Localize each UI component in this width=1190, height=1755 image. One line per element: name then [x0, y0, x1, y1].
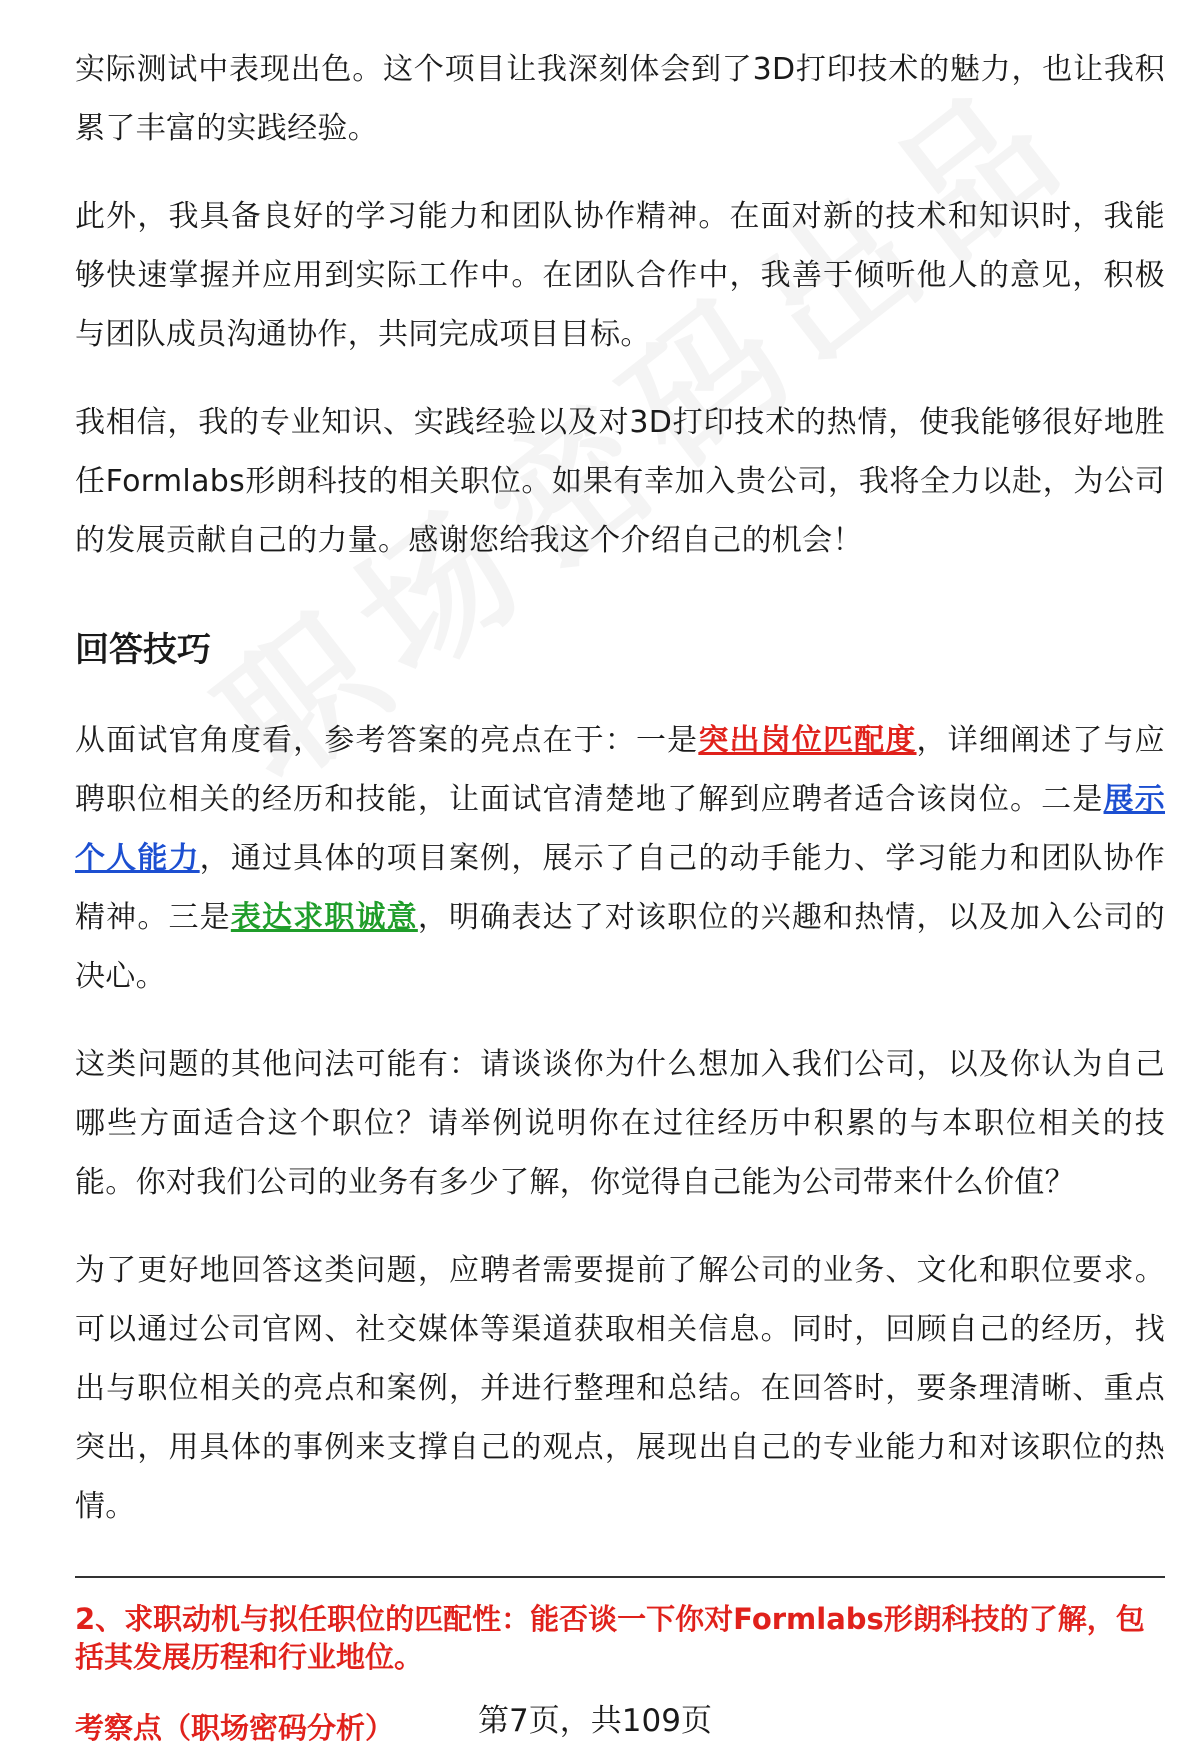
paragraph-alternative-questions: 这类问题的其他问法可能有：请谈谈你为什么想加入我们公司，以及你认为自己哪些方面适合这个职位？请举例说明你在过往经历中积累的与本职位相关的技能。你对我们公司的业务有多少了解，你觉得自己能为公司带来什么价值？	[75, 1047, 1165, 1200]
tips-text-2: ，详细阐述了与应聘职位相关的经历和技能，让面试官清楚地了解到应聘者适合该岗位。二是	[75, 723, 1165, 817]
tips-text-1: 从面试官角度看，参考答案的亮点在于：一是	[75, 723, 699, 758]
highlight-show-ability: 展示个人能力	[75, 782, 1165, 876]
highlight-job-match: 突出岗位匹配度	[698, 723, 917, 758]
document-page	[75, 40, 1165, 1747]
paragraph-preparation-advice: 为了更好地回答这类问题，应聘者需要提前了解公司的业务、文化和职位要求。可以通过公司官网、社交媒体等渠道获取相关信息。同时，回顾自己的经历，找出与职位相关的亮点和案例，并进行整理和总结。在回答时，要条理清晰、重点突出，用具体的事例来支撑自己的观点，展现出自己的专业能力和对该职位的热情。	[75, 1253, 1165, 1524]
section-title-answer-tips: 回答技巧	[75, 630, 211, 670]
assessment-point-heading: 考察点（职场密码分析）	[75, 1711, 395, 1745]
paragraph-closing-statement: 我相信，我的专业知识、实践经验以及对3D打印技术的热情，使我能够很好地胜任Formlabs形朗科技的相关职位。如果有幸加入贵公司，我将全力以赴，为公司的发展贡献自己的力量。感谢您给我这个介绍自己的机会！	[75, 405, 1165, 558]
paragraph-learning-teamwork: 此外，我具备良好的学习能力和团队协作精神。在面对新的技术和知识时，我能够快速掌握并应用到实际工作中。在团队合作中，我善于倾听他人的意见，积极与团队成员沟通协作，共同完成项目目标。	[75, 199, 1165, 352]
page-number-footer: 第7页，共109页	[478, 1703, 712, 1739]
tips-text-3: ，通过具体的项目案例，展示了自己的动手能力、学习能力和团队协作精神。三是	[75, 841, 1165, 935]
tips-text-4: ，明确表达了对该职位的兴趣和热情，以及加入公司的决心。	[75, 900, 1166, 994]
paragraph-tips-highlights	[75, 711, 1165, 1006]
paragraph-project-experience: 实际测试中表现出色。这个项目让我深刻体会到了3D打印技术的魅力，也让我积累了丰富的实践经验。	[75, 52, 1165, 146]
highlight-show-sincerity: 表达求职诚意	[230, 900, 418, 935]
question-heading: 2、求职动机与拟任职位的匹配性：能否谈一下你对Formlabs形朗科技的了解，包括其发展历程和行业地位。	[75, 1602, 1145, 1674]
